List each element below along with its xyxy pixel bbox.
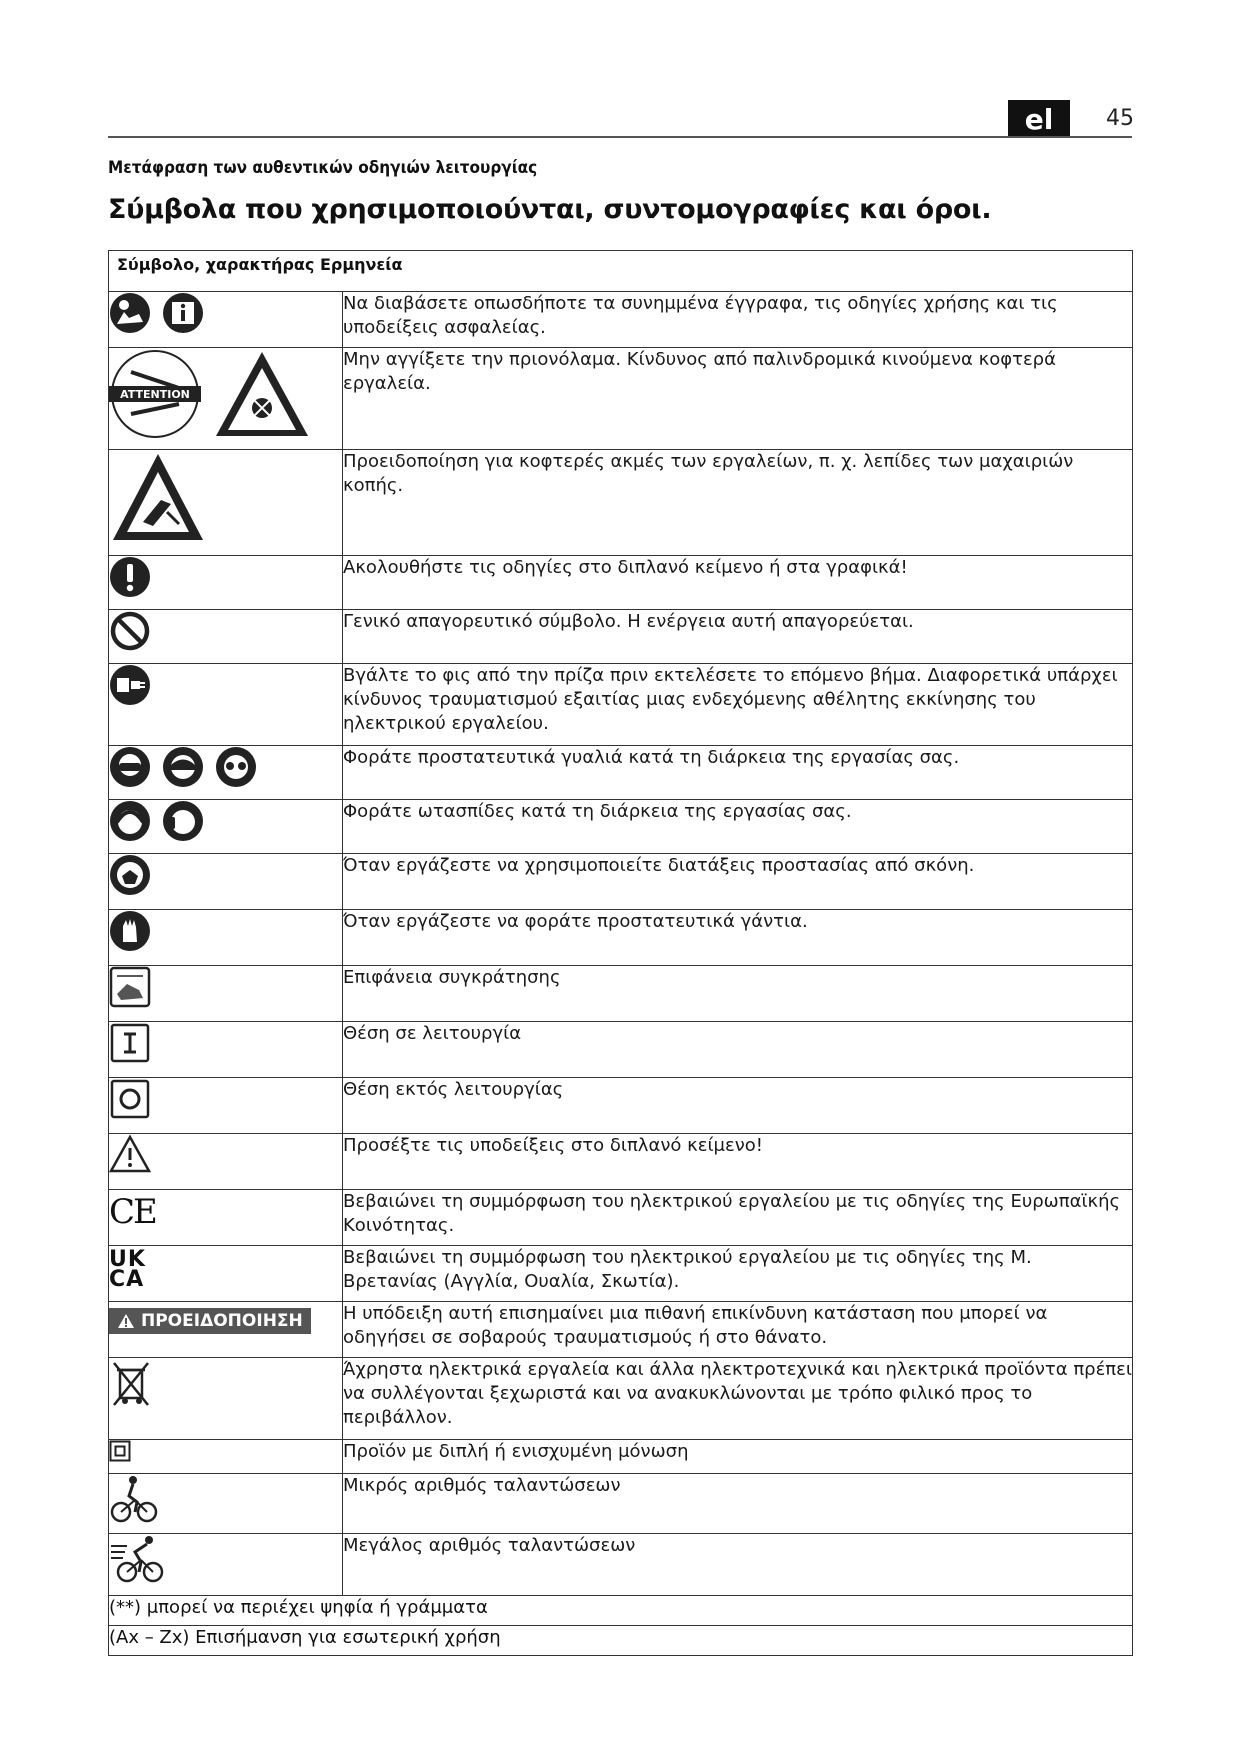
symbol-cell xyxy=(109,1302,343,1358)
mandatory-exclamation-icon xyxy=(109,556,151,598)
description-cell: Θέση σε λειτουργία xyxy=(343,1022,1133,1078)
description-cell: Να διαβάσετε οπωσδήποτε τα συνημμένα έγγραφα, τις οδηγίες χρήσης και τις υποδείξεις ασφαλείας. xyxy=(343,292,1133,348)
table-row xyxy=(109,664,1133,746)
symbol-cell xyxy=(109,664,343,746)
symbol-cell xyxy=(109,292,343,348)
warning-label-text: ΠΡΟΕΙΔΟΠΟΙΗΣΗ xyxy=(141,1311,303,1331)
info-book-icon xyxy=(162,292,204,334)
prohibition-icon xyxy=(109,610,151,652)
unplug-icon xyxy=(109,664,151,706)
face-shield-icon xyxy=(162,746,204,788)
symbol-cell xyxy=(109,1078,343,1134)
description-cell: Όταν εργάζεστε να χρησιμοποιείτε διατάξεις προστασίας από σκόνη. xyxy=(343,854,1133,910)
warning-triangle-small-icon xyxy=(117,1313,135,1329)
table-row xyxy=(109,1022,1133,1078)
table-footer-row xyxy=(109,1596,1133,1626)
table-row xyxy=(109,1078,1133,1134)
symbol-cell xyxy=(109,610,343,664)
goggles-icon xyxy=(109,746,151,788)
description-cell: Βεβαιώνει τη συμμόρφωση του ηλεκτρικού εργαλείου με τις οδηγίες της Μ. Βρετανίας (Αγγλία, Ουαλία, Σκωτία). xyxy=(343,1246,1133,1302)
symbol-cell xyxy=(109,348,343,450)
table-row xyxy=(109,1302,1133,1358)
table-row xyxy=(109,1534,1133,1596)
table-row xyxy=(109,556,1133,610)
table-row xyxy=(109,1190,1133,1246)
symbol-cell xyxy=(109,1190,343,1246)
grip-surface-icon xyxy=(109,966,151,1008)
symbol-cell xyxy=(109,1022,343,1078)
language-badge: el xyxy=(1008,100,1070,138)
header-rule xyxy=(108,136,1132,138)
symbol-cell xyxy=(109,854,343,910)
description-cell: Επιφάνεια συγκράτησης xyxy=(343,966,1133,1022)
page-subtitle: Μετάφραση των αυθεντικών οδηγιών λειτουργίας xyxy=(108,158,538,178)
table-row xyxy=(109,1246,1133,1302)
slow-cyclist-icon xyxy=(109,1474,159,1524)
symbol-cell xyxy=(109,746,343,800)
table-row xyxy=(109,348,1133,450)
table-row xyxy=(109,1440,1133,1474)
table-header-row xyxy=(109,251,1133,292)
table-row xyxy=(109,854,1133,910)
description-cell: Θέση εκτός λειτουργίας xyxy=(343,1078,1133,1134)
dust-mask-icon xyxy=(109,854,151,896)
fast-cyclist-icon xyxy=(109,1534,165,1584)
attention-label: ATTENTION xyxy=(120,388,190,401)
ear-protection-icon xyxy=(162,800,204,842)
table-row xyxy=(109,1474,1133,1534)
page-title: Σύμβολα που χρησιμοποιούνται, συντομογραφίες και όροι. xyxy=(108,194,992,225)
ukca-line-1: UK xyxy=(109,1247,146,1272)
double-insulation-icon xyxy=(109,1440,131,1462)
symbol-cell xyxy=(109,966,343,1022)
table-row xyxy=(109,1134,1133,1190)
symbol-cell xyxy=(109,450,343,556)
table-footer-row xyxy=(109,1626,1133,1656)
description-cell: Άχρηστα ηλεκτρικά εργαλεία και άλλα ηλεκτροτεχνικά και ηλεκτρικά προϊόντα πρέπει να συλλέγονται ξεχωριστά και να ανακυκλώνονται με τρόπο φιλικό προς το περιβάλλον. xyxy=(343,1358,1133,1440)
symbol-cell xyxy=(109,556,343,610)
symbol-cell xyxy=(109,1474,343,1534)
table-row xyxy=(109,1358,1133,1440)
table-row xyxy=(109,800,1133,854)
symbol-cell xyxy=(109,1134,343,1190)
description-cell: Ακολουθήστε τις οδηγίες στο διπλανό κείμενο ή στα γραφικά! xyxy=(343,556,1133,610)
symbol-cell xyxy=(109,1358,343,1440)
weee-bin-icon xyxy=(109,1358,153,1408)
ear-protection-icon xyxy=(109,800,151,842)
table-row xyxy=(109,610,1133,664)
description-cell: Προειδοποίηση για κοφτερές ακμές των εργαλείων, π. χ. λεπίδες των μαχαιριών κοπής. xyxy=(343,450,1133,556)
warning-triangle-icon xyxy=(212,348,312,440)
ce-mark-icon: CE xyxy=(109,1192,156,1232)
description-cell: Η υπόδειξη αυτή επισημαίνει μια πιθανή επικίνδυνη κατάσταση που μπορεί να οδηγήσει σε σοβαρούς τραυματισμούς ή στο θάνατο. xyxy=(343,1302,1133,1358)
table-header: Σύμβολο, χαρακτήρας Ερμηνεία xyxy=(109,251,1133,292)
safety-glasses-icon xyxy=(215,746,257,788)
switch-off-icon xyxy=(109,1078,151,1120)
caution-triangle-icon xyxy=(109,1134,151,1174)
description-cell: Προσέξτε τις υποδείξεις στο διπλανό κείμενο! xyxy=(343,1134,1133,1190)
table-row xyxy=(109,910,1133,966)
description-cell: Φοράτε προστατευτικά γυαλιά κατά τη διάρκεια της εργασίας σας. xyxy=(343,746,1133,800)
symbols-table xyxy=(108,250,1133,1656)
description-cell: Μικρός αριθμός ταλαντώσεων xyxy=(343,1474,1133,1534)
table-row xyxy=(109,450,1133,556)
description-cell: Μην αγγίξετε την πριονόλαμα. Κίνδυνος από παλινδρομικά κινούμενα κοφτερά εργαλεία. xyxy=(343,348,1133,450)
gloves-icon xyxy=(109,910,151,952)
switch-on-icon xyxy=(109,1022,151,1064)
read-manual-icon xyxy=(109,292,151,334)
symbol-cell xyxy=(109,910,343,966)
description-cell: Όταν εργάζεστε να φοράτε προστατευτικά γάντια. xyxy=(343,910,1133,966)
table-row xyxy=(109,746,1133,800)
symbol-cell xyxy=(109,1246,343,1302)
description-cell: Μεγάλος αριθμός ταλαντώσεων xyxy=(343,1534,1133,1596)
page-number: 45 xyxy=(1106,106,1134,131)
description-cell: Βγάλτε το φις από την πρίζα πριν εκτελέσετε το επόμενο βήμα. Διαφορετικά υπάρχει κίνδυνος τραυματισμού εξαιτίας μιας ενδεχόμενης αθέλητης εκκίνησης του ηλεκτρικού εργαλείου. xyxy=(343,664,1133,746)
ukca-mark-icon xyxy=(109,1247,342,1292)
table-row xyxy=(109,292,1133,348)
attention-saw-icon xyxy=(109,348,201,440)
description-cell: Προϊόν με διπλή ή ενισχυμένη μόνωση xyxy=(343,1440,1133,1474)
warning-label-icon xyxy=(109,1308,311,1334)
footnote: (**) μπορεί να περιέχει ψηφία ή γράμματα xyxy=(109,1596,1133,1626)
symbol-cell xyxy=(109,1534,343,1596)
description-cell: Βεβαιώνει τη συμμόρφωση του ηλεκτρικού εργαλείου με τις οδηγίες της Ευρωπαϊκής Κοινότητας. xyxy=(343,1190,1133,1246)
symbol-cell xyxy=(109,800,343,854)
ukca-line-2: CA xyxy=(109,1267,145,1292)
symbol-cell xyxy=(109,1440,343,1474)
footnote: (Ax – Zx) Επισήμανση για εσωτερική χρήση xyxy=(109,1626,1133,1656)
sharp-blade-warning-icon xyxy=(109,450,207,546)
description-cell: Γενικό απαγορευτικό σύμβολο. Η ενέργεια αυτή απαγορεύεται. xyxy=(343,610,1133,664)
description-cell: Φοράτε ωτασπίδες κατά τη διάρκεια της εργασίας σας. xyxy=(343,800,1133,854)
table-row xyxy=(109,966,1133,1022)
